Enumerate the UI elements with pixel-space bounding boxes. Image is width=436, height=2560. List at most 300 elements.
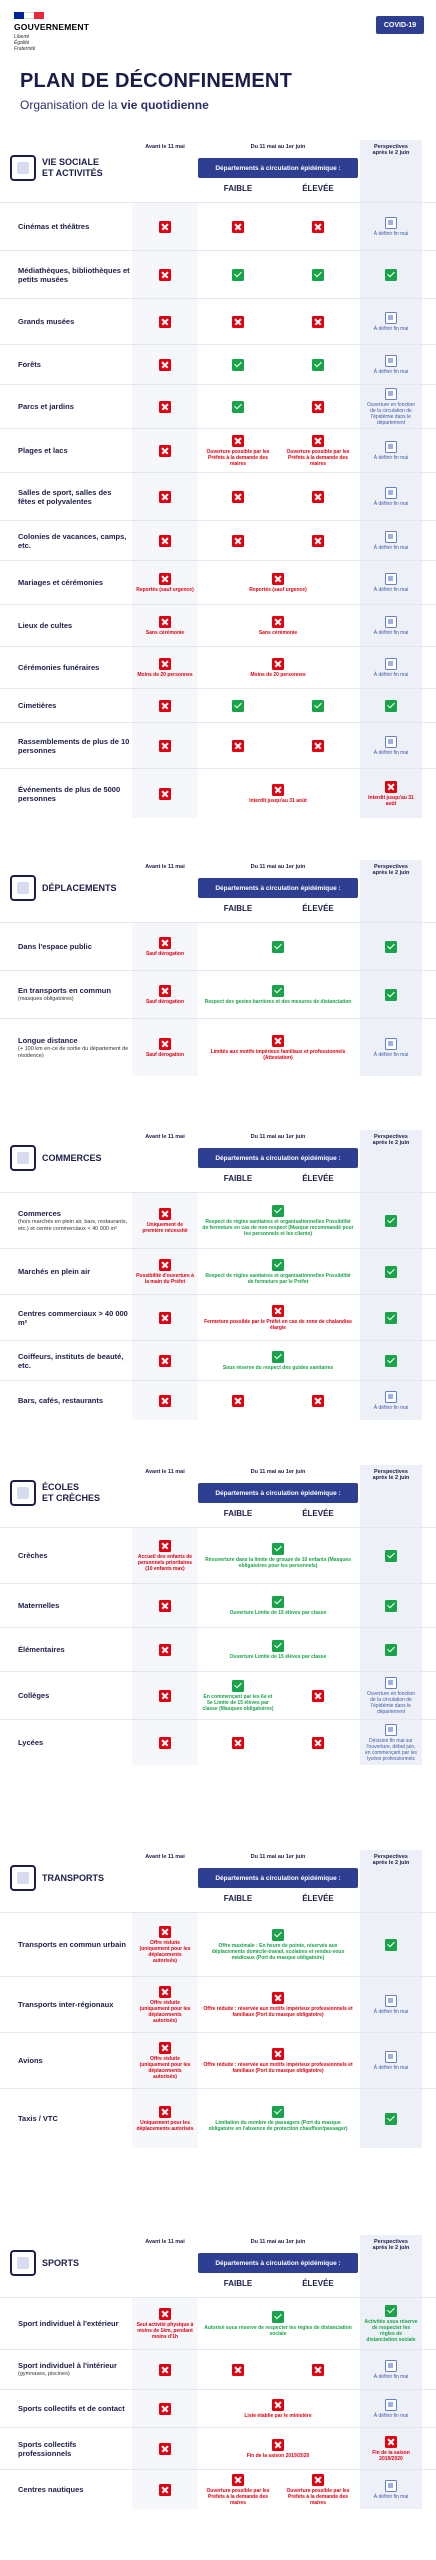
phase2-note: Offre maximale : En heure de pointe, réservés aux déplacements domicile-travail, scolaires et rendez-vous médicaux (Port du masque obligatoire) bbox=[211, 1942, 345, 1961]
table-row bbox=[0, 344, 436, 384]
phase2-note: Reportés (sauf urgence) bbox=[249, 586, 307, 593]
elevee-cell bbox=[278, 299, 358, 344]
row-label bbox=[18, 1977, 130, 2032]
column-header-phase1: Avant le 11 mai bbox=[145, 1854, 185, 1860]
phase1-cell bbox=[132, 923, 198, 970]
phase1-cell bbox=[132, 345, 198, 384]
row-label bbox=[18, 1528, 130, 1583]
cross-icon bbox=[159, 985, 171, 997]
row-label-text: Lieux de cultes bbox=[18, 621, 73, 630]
perspectives-note: À définir fin mai bbox=[373, 325, 409, 332]
row-label bbox=[18, 647, 130, 688]
section-vie-sociale bbox=[0, 140, 436, 818]
perspectives-cell bbox=[360, 2390, 422, 2427]
table-row bbox=[0, 1248, 436, 1294]
faible-cell bbox=[198, 429, 278, 472]
calendar-icon bbox=[385, 531, 397, 543]
level-faible: FAIBLE bbox=[223, 184, 253, 193]
phase2-cell bbox=[198, 2089, 358, 2148]
perspectives-note: À définir fin mai bbox=[373, 1051, 409, 1058]
check-icon bbox=[385, 1215, 397, 1227]
faible-cell bbox=[198, 473, 278, 520]
phase2-note: Sous réserve du respect des guides sanitaires bbox=[222, 1364, 334, 1371]
cross-icon bbox=[159, 1038, 171, 1050]
runner-icon bbox=[10, 2250, 36, 2276]
phase1-cell bbox=[132, 723, 198, 768]
phase1-note: Uniquement pour les déplacements autorisés bbox=[136, 2119, 194, 2132]
perspectives-note: Fin de la saison 2019/2020 bbox=[372, 2449, 410, 2462]
row-label-text: Sports collectifs et de contact bbox=[18, 2404, 125, 2413]
perspectives-note: À définir fin mai bbox=[373, 230, 409, 237]
row-label bbox=[18, 2390, 130, 2427]
cross-icon bbox=[159, 740, 171, 752]
row-label bbox=[18, 1019, 130, 1076]
phase2-cell bbox=[198, 1249, 358, 1294]
row-label bbox=[18, 473, 130, 520]
car-icon bbox=[10, 875, 36, 901]
table-row bbox=[0, 2032, 436, 2088]
page-header bbox=[0, 0, 436, 110]
row-label bbox=[18, 1193, 130, 1248]
elevee-cell bbox=[278, 2470, 358, 2509]
government-motto: Liberté Égalité Fraternité bbox=[14, 34, 36, 52]
cross-icon bbox=[272, 616, 284, 628]
perspectives-cell bbox=[360, 2033, 422, 2088]
cross-icon bbox=[159, 2042, 171, 2054]
cross-icon bbox=[159, 1312, 171, 1324]
table-row bbox=[0, 2469, 436, 2509]
row-label bbox=[18, 769, 130, 818]
elevee-cell bbox=[278, 1672, 358, 1719]
perspectives-cell bbox=[360, 561, 422, 604]
row-label bbox=[18, 521, 130, 560]
check-icon bbox=[272, 1640, 284, 1652]
check-icon bbox=[385, 2305, 397, 2317]
people-icon bbox=[10, 155, 36, 181]
phase2-cell bbox=[198, 1628, 358, 1671]
phase1-cell bbox=[132, 1295, 198, 1340]
faible-cell bbox=[198, 521, 278, 560]
level-elevee: ÉLEVÉE bbox=[302, 1174, 334, 1183]
cross-icon bbox=[312, 2364, 324, 2376]
section-name: VIE SOCIALE ET ACTIVITÉS bbox=[42, 157, 103, 178]
phase1-cell bbox=[132, 1584, 198, 1627]
section-ecoles bbox=[0, 1465, 436, 1765]
row-label-text: Élémentaires bbox=[18, 1645, 65, 1654]
perspectives-cell bbox=[360, 689, 422, 722]
cross-icon bbox=[232, 2474, 244, 2486]
level-elevee: ÉLEVÉE bbox=[302, 184, 334, 193]
calendar-icon bbox=[385, 487, 397, 499]
phase1-note: Moins de 20 personnes bbox=[137, 671, 193, 678]
cross-icon bbox=[159, 1690, 171, 1702]
elevee-cell bbox=[278, 1720, 358, 1765]
check-icon bbox=[385, 1550, 397, 1562]
calendar-icon bbox=[385, 441, 397, 453]
row-label-text: Sport individuel à l'intérieur bbox=[18, 2361, 117, 2371]
row-label-text: Transports en commun urbain bbox=[18, 1940, 126, 1949]
perspectives-cell bbox=[360, 299, 422, 344]
table-row bbox=[0, 520, 436, 560]
cross-icon bbox=[159, 1259, 171, 1271]
row-label bbox=[18, 345, 130, 384]
cross-icon bbox=[312, 740, 324, 752]
phase2-cell bbox=[198, 2033, 358, 2088]
cross-icon bbox=[232, 316, 244, 328]
table-row bbox=[0, 604, 436, 646]
department-band: Départements à circulation épidémique : bbox=[198, 1868, 358, 1888]
cross-icon bbox=[272, 573, 284, 585]
cross-icon bbox=[272, 2048, 284, 2060]
circulation-levels bbox=[198, 180, 358, 198]
row-label bbox=[18, 605, 130, 646]
cross-icon bbox=[159, 401, 171, 413]
phase1-note: Sans cérémonie bbox=[145, 629, 185, 636]
flag-icon bbox=[14, 12, 44, 19]
row-label bbox=[18, 1341, 130, 1380]
perspectives-cell bbox=[360, 1977, 422, 2032]
check-icon bbox=[232, 401, 244, 413]
cross-icon bbox=[159, 316, 171, 328]
perspectives-cell bbox=[360, 345, 422, 384]
phase1-cell bbox=[132, 2470, 198, 2509]
table-row bbox=[0, 2389, 436, 2427]
check-icon bbox=[385, 2113, 397, 2125]
row-label-text: Salles de sport, salles des fêtes et polyvalentes bbox=[18, 487, 112, 506]
column-header-phase2: Du 11 mai au 1er juin bbox=[250, 1469, 306, 1475]
section-rows bbox=[0, 1527, 436, 1765]
perspectives-cell bbox=[360, 1720, 422, 1765]
check-icon bbox=[272, 1929, 284, 1941]
perspectives-note: À définir fin mai bbox=[373, 586, 409, 593]
phase2-note: Ouverture Limite de 15 élèves par classe bbox=[229, 1609, 327, 1616]
table-row bbox=[0, 1719, 436, 1765]
column-header-phase1: Avant le 11 mai bbox=[145, 1469, 185, 1475]
faible-cell bbox=[198, 345, 278, 384]
perspectives-cell bbox=[360, 1381, 422, 1420]
elevee-cell bbox=[278, 429, 358, 472]
section-name: SPORTS bbox=[42, 2257, 80, 2268]
phase2-note: Moins de 20 personnes bbox=[250, 671, 306, 678]
column-header-perspectives: Perspectives après le 2 juin bbox=[360, 1465, 422, 1527]
section-title bbox=[10, 2239, 130, 2287]
table-row bbox=[0, 384, 436, 428]
table-row bbox=[0, 2297, 436, 2349]
phase1-cell bbox=[132, 1193, 198, 1248]
phase2-cell bbox=[198, 769, 358, 818]
row-label-text: Plages et lacs bbox=[18, 446, 68, 455]
row-label-text: Crèches bbox=[18, 1551, 48, 1560]
table-row bbox=[0, 1192, 436, 1248]
perspectives-cell bbox=[360, 2350, 422, 2389]
check-icon bbox=[272, 2106, 284, 2118]
row-label-text: Collèges bbox=[18, 1691, 50, 1700]
calendar-icon bbox=[385, 2360, 397, 2372]
elevee-cell bbox=[278, 203, 358, 250]
subtitle-bold: vie quotidienne bbox=[120, 98, 209, 112]
perspectives-cell bbox=[360, 1341, 422, 1380]
calendar-icon bbox=[385, 355, 397, 367]
faible-cell bbox=[198, 203, 278, 250]
calendar-icon bbox=[385, 312, 397, 324]
row-label-text: Centres nautiques bbox=[18, 2485, 84, 2494]
calendar-icon bbox=[385, 2399, 397, 2411]
perspectives-cell bbox=[360, 923, 422, 970]
row-label-text: En transports en commun bbox=[18, 986, 111, 996]
phase2-cell bbox=[198, 1977, 358, 2032]
phase2-cell bbox=[198, 561, 358, 604]
cross-icon bbox=[272, 1035, 284, 1047]
phase2-note: Réouverture dans la limite de groupe de 10 enfants (Masques obligatoires pour les personnels) bbox=[205, 1556, 351, 1569]
phase1-cell bbox=[132, 1381, 198, 1420]
row-label-text: Colonies de vacances, camps, etc. bbox=[18, 531, 127, 550]
table-row bbox=[0, 560, 436, 604]
perspectives-cell bbox=[360, 2428, 422, 2469]
perspectives-note: À définir fin mai bbox=[373, 2412, 409, 2419]
perspectives-note: À définir fin mai bbox=[373, 2373, 409, 2380]
phase1-note: Offre réduite (uniquement pour les déplacements autorisés) bbox=[139, 2055, 191, 2080]
phase1-cell bbox=[132, 1019, 198, 1076]
calendar-icon bbox=[385, 1677, 397, 1689]
column-header-phase1: Avant le 11 mai bbox=[145, 144, 185, 150]
perspectives-note: Interdit jusqu'au 31 août bbox=[368, 794, 414, 807]
perspectives-cell bbox=[360, 1019, 422, 1076]
row-label bbox=[18, 1584, 130, 1627]
phase1-cell bbox=[132, 2390, 198, 2427]
table-row bbox=[0, 1018, 436, 1076]
phase2-note: Respect de règles sanitaires et organisationnelles Possibilité de fermeture en cas de non-respect (Masque recommandé pour les personnels et les clients) bbox=[202, 1218, 354, 1237]
row-label bbox=[18, 1249, 130, 1294]
elevee-cell bbox=[278, 473, 358, 520]
phase2-cell bbox=[198, 2298, 358, 2349]
phase1-cell bbox=[132, 2298, 198, 2349]
calendar-icon bbox=[385, 2051, 397, 2063]
circulation-levels bbox=[198, 1170, 358, 1188]
row-label-sub: (masques obligatoires) bbox=[18, 996, 74, 1003]
elevee-cell bbox=[278, 385, 358, 428]
phase2-note: Limitation du nombre de passagers (Port du masque obligatoire en l'absence de protection chauffeur/passager) bbox=[208, 2119, 348, 2132]
phase1-cell bbox=[132, 251, 198, 298]
government-logo bbox=[14, 12, 104, 52]
perspectives-cell bbox=[360, 1295, 422, 1340]
phase1-cell bbox=[132, 473, 198, 520]
phase1-cell bbox=[132, 1913, 198, 1976]
phase1-cell bbox=[132, 429, 198, 472]
cross-icon bbox=[232, 435, 244, 447]
check-icon bbox=[272, 2311, 284, 2323]
school-icon bbox=[10, 1480, 36, 1506]
row-label-sub: (+ 100 km en-ce de sortie du département de résidence) bbox=[18, 1046, 129, 1059]
phase1-note: Accueil des enfants de personnels prioritaires (10 enfants max) bbox=[137, 1553, 193, 1572]
phase2-cell bbox=[198, 971, 358, 1018]
phase2-note: Liste établie par le ministère bbox=[244, 2412, 312, 2419]
cross-icon bbox=[159, 445, 171, 457]
perspectives-cell bbox=[360, 1672, 422, 1719]
phase2-cell bbox=[198, 1528, 358, 1583]
cross-icon bbox=[312, 401, 324, 413]
phase1-cell bbox=[132, 2428, 198, 2469]
elevee-cell bbox=[278, 1381, 358, 1420]
section-header bbox=[0, 1850, 436, 1912]
column-header-perspectives: Perspectives après le 2 juin bbox=[360, 860, 422, 922]
phase1-cell bbox=[132, 299, 198, 344]
cross-icon bbox=[272, 784, 284, 796]
cross-icon bbox=[159, 1355, 171, 1367]
row-label bbox=[18, 1672, 130, 1719]
phase2-cell bbox=[198, 1913, 358, 1976]
perspectives-cell bbox=[360, 2470, 422, 2509]
cross-icon bbox=[159, 788, 171, 800]
row-label-text: Médiathèques, bibliothèques et petits musées bbox=[18, 265, 130, 284]
cross-icon bbox=[159, 700, 171, 712]
section-title bbox=[10, 1469, 130, 1517]
level-elevee: ÉLEVÉE bbox=[302, 904, 334, 913]
check-icon bbox=[272, 1596, 284, 1608]
column-header-perspectives: Perspectives après le 2 juin bbox=[360, 1130, 422, 1192]
elevee-cell bbox=[278, 251, 358, 298]
cross-icon bbox=[159, 2364, 171, 2376]
phase1-cell bbox=[132, 647, 198, 688]
section-rows bbox=[0, 2297, 436, 2509]
table-row bbox=[0, 472, 436, 520]
table-row bbox=[0, 1527, 436, 1583]
column-header-perspectives: Perspectives après le 2 juin bbox=[360, 140, 422, 202]
phase1-note: Uniquement de première nécessité bbox=[142, 1221, 188, 1234]
phase1-cell bbox=[132, 689, 198, 722]
cross-icon bbox=[159, 573, 171, 585]
row-label-text: Dans l'espace public bbox=[18, 942, 92, 951]
department-band: Départements à circulation épidémique : bbox=[198, 158, 358, 178]
perspectives-note: À définir fin mai bbox=[373, 629, 409, 636]
section-rows bbox=[0, 922, 436, 1076]
cross-icon bbox=[232, 740, 244, 752]
cross-icon bbox=[312, 1737, 324, 1749]
row-label-text: Centres commerciaux > 40 000 m² bbox=[18, 1308, 128, 1327]
phase2-note: Offre réduite : réservée aux motifs impérieux professionnels et familiaux (Port du masque obligatoire) bbox=[203, 2005, 353, 2018]
section-sports bbox=[0, 2235, 436, 2509]
perspectives-cell bbox=[360, 647, 422, 688]
table-row bbox=[0, 250, 436, 298]
check-icon bbox=[385, 1600, 397, 1612]
faible-cell bbox=[198, 2470, 278, 2509]
row-label-text: Coiffeurs, instituts de beauté, etc. bbox=[18, 1351, 124, 1370]
cross-icon bbox=[312, 1395, 324, 1407]
row-label-text: Avions bbox=[18, 2056, 43, 2065]
calendar-icon bbox=[385, 1724, 397, 1736]
phase1-cell bbox=[132, 521, 198, 560]
perspectives-cell bbox=[360, 1249, 422, 1294]
perspectives-cell bbox=[360, 473, 422, 520]
section-rows bbox=[0, 1912, 436, 2148]
cross-icon bbox=[159, 2308, 171, 2320]
check-icon bbox=[385, 1266, 397, 1278]
covid-badge: COVID-19 bbox=[376, 16, 424, 34]
cross-icon bbox=[159, 1600, 171, 1612]
perspectives-note: À définir fin mai bbox=[373, 368, 409, 375]
check-icon bbox=[272, 985, 284, 997]
row-label-text: Lycées bbox=[18, 1738, 44, 1747]
table-row bbox=[0, 970, 436, 1018]
row-label bbox=[18, 1720, 130, 1765]
row-label-text: Commerces bbox=[18, 1209, 61, 1218]
cross-icon bbox=[232, 221, 244, 233]
calendar-icon bbox=[385, 217, 397, 229]
calendar-icon bbox=[385, 658, 397, 670]
cross-icon bbox=[232, 2364, 244, 2376]
section-header bbox=[0, 1130, 436, 1192]
perspectives-note: À définir fin mai bbox=[373, 2064, 409, 2071]
table-row bbox=[0, 722, 436, 768]
phase2-cell bbox=[198, 2390, 358, 2427]
check-icon bbox=[385, 700, 397, 712]
row-label bbox=[18, 2298, 130, 2349]
phase1-cell bbox=[132, 203, 198, 250]
row-label bbox=[18, 2033, 130, 2088]
subtitle-plain: Organisation de la bbox=[20, 98, 121, 112]
phase2-note: Autorisé sous réserve de respecter les règles de distanciation sociale bbox=[204, 2324, 352, 2337]
faible-cell bbox=[198, 723, 278, 768]
row-label-sub: (hors marchés en plein air, bars, restaurants, etc.) et centre commerciaux < 40 000 m² bbox=[18, 1219, 128, 1232]
phase2-cell bbox=[198, 2428, 358, 2469]
row-label-text: Parcs et jardins bbox=[18, 402, 74, 411]
cross-icon bbox=[312, 1690, 324, 1702]
department-band: Départements à circulation épidémique : bbox=[198, 1148, 358, 1168]
section-title bbox=[10, 1854, 130, 1902]
section-name: COMMERCES bbox=[42, 1152, 102, 1163]
perspectives-note: À définir fin mai bbox=[373, 2493, 409, 2500]
row-label bbox=[18, 2470, 130, 2509]
phase2-note: Fermeture possible par le Préfet en cas de zone de chalandise élargie bbox=[204, 1318, 352, 1331]
elevee-cell bbox=[278, 723, 358, 768]
section-title bbox=[10, 144, 130, 192]
faible-cell bbox=[198, 689, 278, 722]
level-elevee: ÉLEVÉE bbox=[302, 2279, 334, 2288]
table-row bbox=[0, 202, 436, 250]
row-label bbox=[18, 2350, 130, 2389]
phase2-cell bbox=[198, 1584, 358, 1627]
cross-icon bbox=[232, 535, 244, 547]
row-label bbox=[18, 1381, 130, 1420]
level-faible: FAIBLE bbox=[223, 1894, 253, 1903]
table-row bbox=[0, 688, 436, 722]
row-label bbox=[18, 923, 130, 970]
perspectives-cell bbox=[360, 1584, 422, 1627]
elevee-cell bbox=[278, 2350, 358, 2389]
table-row bbox=[0, 1340, 436, 1380]
row-label bbox=[18, 971, 130, 1018]
check-icon bbox=[232, 269, 244, 281]
row-label bbox=[18, 299, 130, 344]
cross-icon bbox=[159, 1737, 171, 1749]
cross-icon bbox=[159, 1986, 171, 1998]
perspectives-note: À définir fin mai bbox=[373, 544, 409, 551]
table-row bbox=[0, 768, 436, 818]
section-header bbox=[0, 2235, 436, 2297]
check-icon bbox=[385, 1312, 397, 1324]
column-header-perspectives: Perspectives après le 2 juin bbox=[360, 2235, 422, 2297]
page-subtitle bbox=[20, 98, 209, 112]
section-commerces bbox=[0, 1130, 436, 1420]
cross-icon bbox=[159, 2403, 171, 2415]
table-row bbox=[0, 2427, 436, 2469]
column-header-phase1: Avant le 11 mai bbox=[145, 864, 185, 870]
perspectives-note: À définir fin mai bbox=[373, 500, 409, 507]
calendar-icon bbox=[385, 1995, 397, 2007]
row-label-text: Cimetières bbox=[18, 701, 57, 710]
phase2-cell bbox=[198, 1295, 358, 1340]
check-icon bbox=[272, 1205, 284, 1217]
phase1-cell bbox=[132, 1672, 198, 1719]
